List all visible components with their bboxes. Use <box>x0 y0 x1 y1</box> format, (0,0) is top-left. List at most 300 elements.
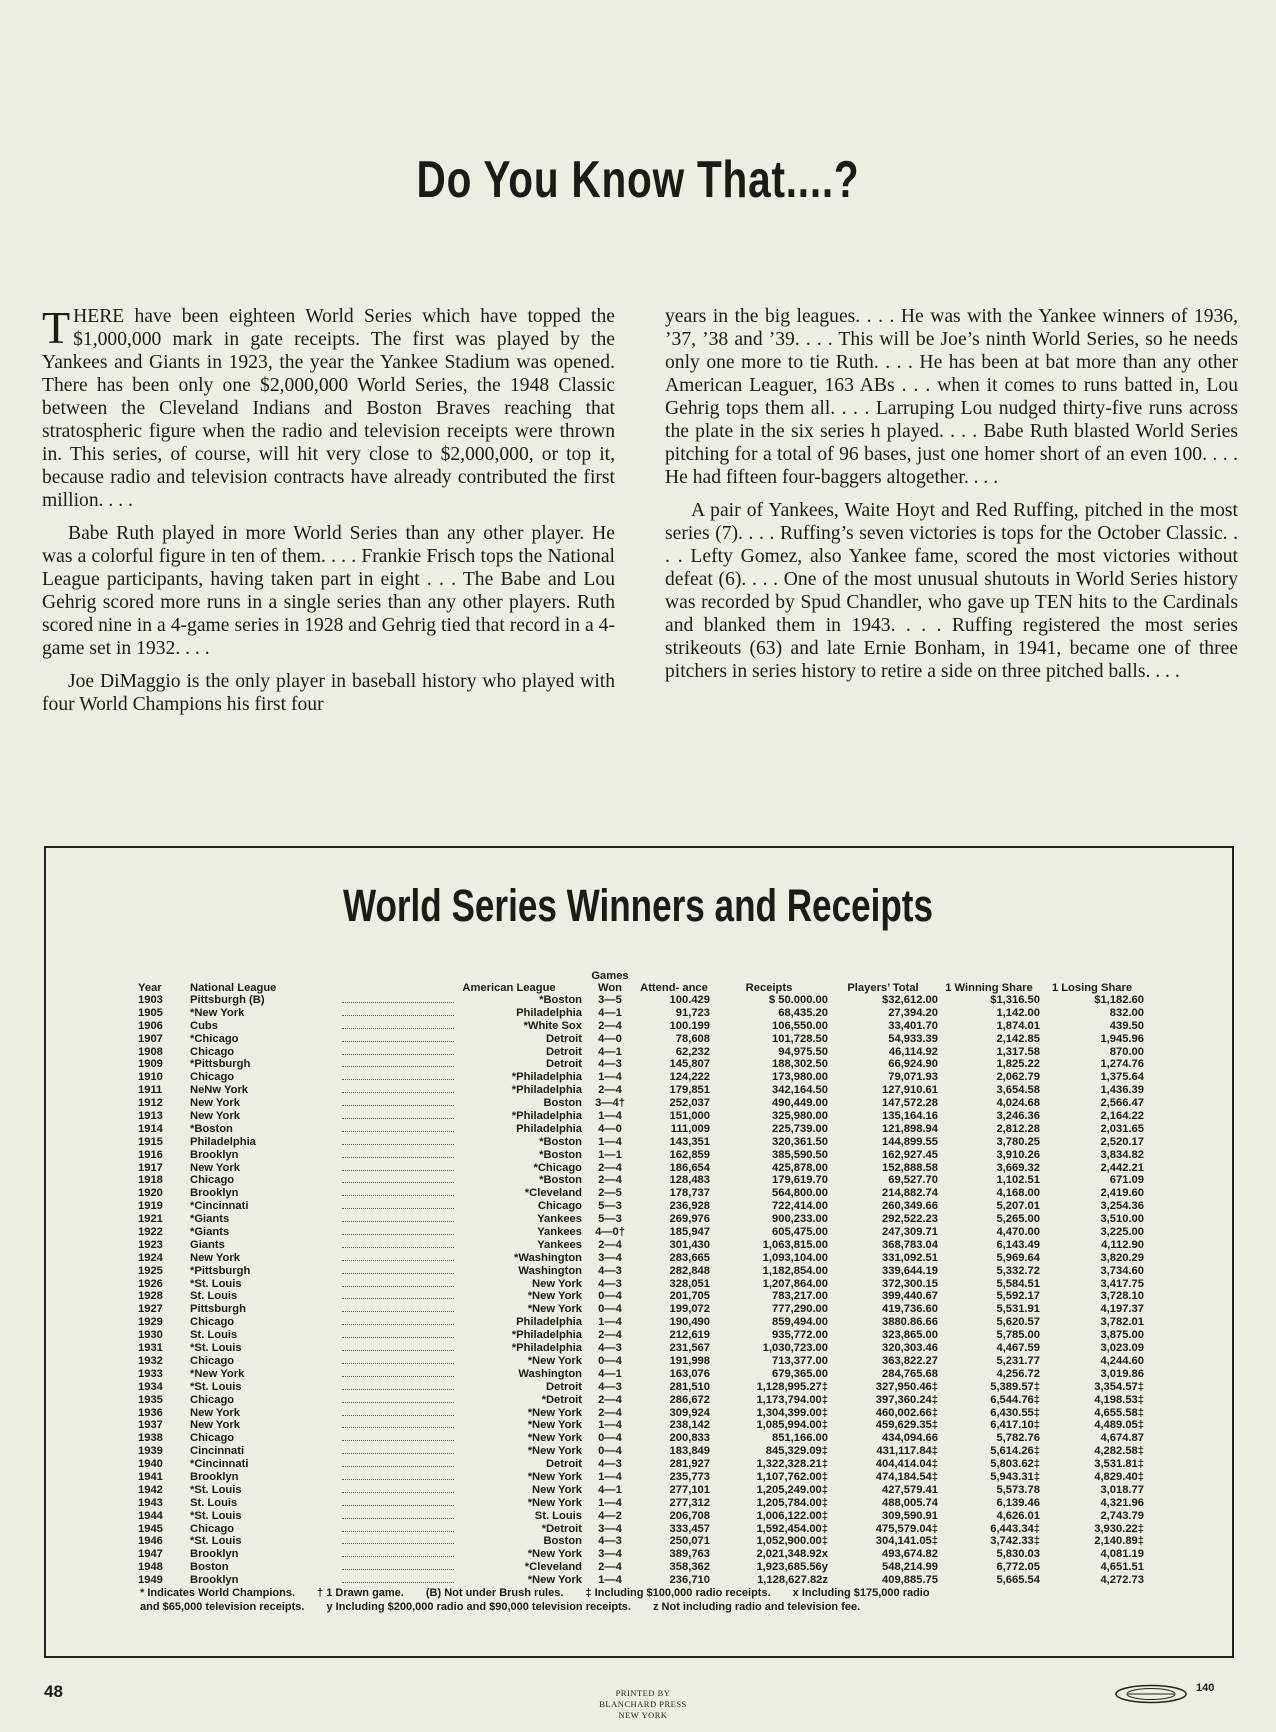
leader-dots <box>342 1071 454 1080</box>
american-league-cell: Washington <box>518 1264 582 1277</box>
games-won-cell: 2—4 <box>598 1329 622 1342</box>
games-won-cell: 4—3 <box>598 1058 622 1071</box>
receipts-cell: 1,207,864.00 <box>762 1277 828 1290</box>
year-cell: 1933 <box>138 1367 163 1380</box>
winning-share-cell: 3,910.26 <box>996 1148 1040 1161</box>
games-won-cell: 2—4 <box>598 1393 622 1406</box>
receipts-cell: 490,449.00 <box>772 1097 828 1110</box>
national-league-cell: New York <box>190 1419 240 1432</box>
winning-share-cell: 2,142.85 <box>996 1032 1040 1045</box>
winning-share-cell: 4,024.68 <box>996 1097 1040 1110</box>
year-cell: 1929 <box>138 1316 163 1329</box>
table-row <box>138 1548 1148 1561</box>
games-won-cell: 1—4 <box>598 1071 622 1084</box>
games-won-cell: 4—1 <box>598 1006 622 1019</box>
games-won-cell: 1—4 <box>598 1316 622 1329</box>
table-row <box>138 1136 1148 1149</box>
players-total-cell: 427,579.41 <box>882 1483 938 1496</box>
players-total-cell: 121,898.94 <box>882 1122 938 1135</box>
table-row <box>138 1046 1148 1059</box>
year-cell: 1926 <box>138 1277 163 1290</box>
american-league-cell: Philadelphia <box>516 1316 582 1329</box>
header-winning-share: 1 Winning Share <box>945 982 1033 994</box>
national-league-cell: *St. Louis <box>190 1509 242 1522</box>
losing-share-cell: 4,081.19 <box>1100 1548 1144 1561</box>
players-total-cell: 33,401.70 <box>888 1019 938 1032</box>
losing-share-cell: 3,417.75 <box>1100 1277 1144 1290</box>
attendance-cell: 191,998 <box>669 1354 710 1367</box>
receipts-cell: 1,107,762.00‡ <box>756 1470 828 1483</box>
leader-dots <box>342 1278 454 1287</box>
winning-share-cell: 2,062.79 <box>996 1071 1040 1084</box>
leader-dots <box>342 1355 454 1364</box>
players-total-cell: 320,303.46 <box>882 1342 938 1355</box>
national-league-cell: New York <box>190 1406 240 1419</box>
players-total-cell: 309,590.91 <box>882 1509 938 1522</box>
table-row <box>138 1239 1148 1252</box>
year-cell: 1944 <box>138 1509 163 1522</box>
games-won-cell: 4—3 <box>598 1535 622 1548</box>
table-body <box>138 994 1148 1587</box>
players-total-cell: 3880.86.66 <box>882 1316 938 1329</box>
attendance-cell: 162,859 <box>669 1148 710 1161</box>
leader-dots <box>342 1432 454 1441</box>
attendance-cell: 389,763 <box>669 1548 710 1561</box>
american-league-cell: Boston <box>543 1097 582 1110</box>
national-league-cell: Chicago <box>190 1071 235 1084</box>
national-league-cell: *New York <box>190 1367 245 1380</box>
receipts-cell: 385,590.50 <box>772 1148 828 1161</box>
receipts-cell: 935,772.00 <box>772 1329 828 1342</box>
footnote: † 1 Drawn game. <box>317 1587 404 1599</box>
american-league-cell: *Boston <box>539 994 582 1006</box>
players-total-cell: 292,522.23 <box>882 1213 938 1226</box>
year-cell: 1935 <box>138 1393 163 1406</box>
page-number: 48 <box>44 1682 63 1701</box>
table-row <box>138 1020 1148 1033</box>
receipts-cell: 713,377.00 <box>772 1354 828 1367</box>
receipts-cell: 68,435.20 <box>778 1006 828 1019</box>
american-league-cell: *New York <box>527 1574 582 1587</box>
losing-share-cell: 1,375.64 <box>1100 1071 1144 1084</box>
leader-dots <box>342 994 454 1003</box>
winning-share-cell: 5,389.57‡ <box>990 1380 1040 1393</box>
games-won-cell: 0—4 <box>598 1354 622 1367</box>
losing-share-cell: 3,875.00 <box>1100 1329 1144 1342</box>
games-won-cell: 4—0† <box>595 1226 625 1239</box>
american-league-cell: *New York <box>527 1303 582 1316</box>
table-row <box>138 1213 1148 1226</box>
leader-dots <box>342 1239 454 1248</box>
year-cell: 1903 <box>138 994 163 1006</box>
losing-share-cell: 4,489.05‡ <box>1094 1419 1144 1432</box>
losing-share-cell: 3,018.77 <box>1100 1483 1144 1496</box>
year-cell: 1930 <box>138 1329 163 1342</box>
winning-share-cell: 5,830.03 <box>996 1548 1040 1561</box>
attendance-cell: 163,076 <box>669 1367 710 1380</box>
leader-dots <box>342 1213 454 1222</box>
attendance-cell: 100.199 <box>669 1019 710 1032</box>
winning-share-cell: 5,265.00 <box>996 1213 1040 1226</box>
players-total-cell: 304,141.05‡ <box>875 1535 938 1548</box>
winning-share-cell: 5,785.00 <box>996 1329 1040 1342</box>
winning-share-cell: 4,470.00 <box>996 1226 1040 1239</box>
american-league-cell: *New York <box>527 1419 582 1432</box>
footnote: and $65,000 television receipts. <box>140 1601 305 1613</box>
leader-dots <box>342 1574 454 1583</box>
losing-share-cell: 3,354.57‡ <box>1094 1380 1144 1393</box>
header-receipts: Receipts <box>745 982 793 994</box>
header-attendance: Attend- ance <box>640 982 708 994</box>
leader-dots <box>342 1419 454 1428</box>
players-total-cell: 127,910.61 <box>882 1084 938 1097</box>
games-won-cell: 5—3 <box>598 1213 622 1226</box>
year-cell: 1917 <box>138 1161 163 1174</box>
table-row <box>138 1303 1148 1316</box>
games-won-cell: 4—1 <box>598 1367 622 1380</box>
national-league-cell: St. Louis <box>190 1496 238 1509</box>
players-total-cell: 404,414.04‡ <box>875 1458 938 1471</box>
header-losing-share: 1 Losing Share <box>1051 982 1133 994</box>
attendance-cell: 281,927 <box>669 1458 710 1471</box>
games-won-cell: 2—4 <box>598 1161 622 1174</box>
winners-table <box>138 960 1148 1587</box>
games-won-cell: 1—4 <box>598 1135 622 1148</box>
winning-share-cell: 5,782.76 <box>996 1432 1040 1445</box>
losing-share-cell: 2,442.21 <box>1100 1161 1144 1174</box>
players-total-cell: 54,933.39 <box>888 1032 938 1045</box>
american-league-cell: *Philadelphia <box>511 1342 582 1355</box>
players-total-cell: 397,360.24‡ <box>875 1393 938 1406</box>
games-won-cell: 2—4 <box>598 1084 622 1097</box>
players-total-cell: 399,440.67 <box>882 1290 938 1303</box>
table-row <box>138 1084 1148 1097</box>
american-league-cell: Washington <box>518 1367 582 1380</box>
article-paragraph: THERE have been eighteen World Series which have topped the $1,000,000 mark in gate receipts. The first was played by the Yankees and Giants in 1923, the year the Yankee Stadium was opened. There has been only one $2,000,000 World Series, the 1948 Classic between the Cleveland Indians and Boston Braves reaching that stratospheric figure when the radio and television receipts were thrown in. This series, of course, will hit very close to $2,000,000, or top it, because radio and television contracts have already contributed the first million. . . . <box>42 302 615 511</box>
american-league-cell: *Philadelphia <box>511 1110 582 1123</box>
leader-dots <box>342 1342 454 1351</box>
receipts-cell: 94,975.50 <box>778 1045 828 1058</box>
year-cell: 1942 <box>138 1483 163 1496</box>
national-league-cell: Brooklyn <box>190 1148 239 1161</box>
american-league-cell: Detroit <box>545 1032 582 1045</box>
winning-share-cell: 1,317.58 <box>996 1045 1040 1058</box>
receipts-cell: 1,592,454.00‡ <box>756 1522 828 1535</box>
year-cell: 1916 <box>138 1148 163 1161</box>
leader-dots <box>342 1136 454 1145</box>
year-cell: 1922 <box>138 1226 163 1239</box>
table-row <box>138 1471 1148 1484</box>
table-row <box>138 1523 1148 1536</box>
winning-share-cell: 2,812.28 <box>996 1122 1040 1135</box>
table-row <box>138 994 1148 1007</box>
year-cell: 1912 <box>138 1097 163 1110</box>
national-league-cell: Philadelphia <box>190 1135 256 1148</box>
table-row <box>138 1187 1148 1200</box>
leader-dots <box>342 1149 454 1158</box>
table-row <box>138 1265 1148 1278</box>
players-total-cell: 284,765.68 <box>882 1367 938 1380</box>
year-cell: 1945 <box>138 1522 163 1535</box>
leader-dots <box>342 1162 454 1171</box>
games-won-cell: 2—4 <box>598 1561 622 1574</box>
year-cell: 1920 <box>138 1187 163 1200</box>
games-won-cell: 0—4 <box>598 1290 622 1303</box>
winning-share-cell: 5,620.57 <box>996 1316 1040 1329</box>
national-league-cell: Brooklyn <box>190 1574 239 1587</box>
table-row <box>138 1458 1148 1471</box>
footnote: * Indicates World Champions. <box>140 1587 296 1599</box>
winning-share-cell: 6,443.34‡ <box>990 1522 1040 1535</box>
leader-dots <box>342 1226 454 1235</box>
receipts-cell: 722,414.00 <box>772 1200 828 1213</box>
winning-share-cell: 5,207.01 <box>996 1200 1040 1213</box>
games-won-cell: 3—4 <box>598 1522 622 1535</box>
winning-share-cell: 3,742.33‡ <box>990 1535 1040 1548</box>
winning-share-cell: 5,803.62‡ <box>990 1458 1040 1471</box>
losing-share-cell: 1,945.96 <box>1100 1032 1144 1045</box>
games-won-cell: 4—1 <box>598 1483 622 1496</box>
winning-share-cell: 5,573.78 <box>996 1483 1040 1496</box>
losing-share-cell: 2,164.22 <box>1100 1110 1144 1123</box>
leader-dots <box>342 1123 454 1132</box>
american-league-cell: Detroit <box>545 1058 582 1071</box>
receipts-cell: 605,475.00 <box>772 1226 828 1239</box>
year-cell: 1947 <box>138 1548 163 1561</box>
table-row <box>138 1110 1148 1123</box>
games-won-cell: 1—4 <box>598 1470 622 1483</box>
national-league-cell: Chicago <box>190 1174 235 1187</box>
winning-share-cell: 1,102.51 <box>996 1174 1040 1187</box>
national-league-cell: *Pittsburgh <box>190 1058 251 1071</box>
national-league-cell: *St. Louis <box>190 1277 242 1290</box>
games-won-cell: 2—4 <box>598 1238 622 1251</box>
receipts-cell: 777,290.00 <box>772 1303 828 1316</box>
losing-share-cell: 3,254.36 <box>1100 1200 1144 1213</box>
header-year: Year <box>138 982 162 994</box>
losing-share-cell: 4,655.58‡ <box>1094 1406 1144 1419</box>
attendance-cell: 235,773 <box>669 1470 710 1483</box>
american-league-cell: *Chicago <box>533 1161 582 1174</box>
header-american-league: American League <box>462 982 556 994</box>
footnote: y Including $200,000 radio and $90,000 television receipts. <box>326 1601 631 1613</box>
table-header <box>138 960 1148 994</box>
american-league-cell: *Philadelphia <box>511 1084 582 1097</box>
national-league-cell: Cubs <box>190 1019 218 1032</box>
year-cell: 1948 <box>138 1561 163 1574</box>
winning-share-cell: 4,467.59 <box>996 1342 1040 1355</box>
year-cell: 1927 <box>138 1303 163 1316</box>
national-league-cell: New York <box>190 1110 240 1123</box>
leader-dots <box>342 1084 454 1093</box>
national-league-cell: Brooklyn <box>190 1187 239 1200</box>
players-total-cell: 247,309.71 <box>882 1226 938 1239</box>
games-won-cell: 0—4 <box>598 1432 622 1445</box>
article-paragraph: A pair of Yankees, Waite Hoyt and Red Ruffing, pitched in the most series (7). . . . Ruffing’s seven victories is tops for the October Classic. . . . Lefty Gomez, also Yankee fame, scored the most victories without defeat (6). . . . One of the most unusual shutouts in World Series history was recorded by Spud Chandler, who gave up TEN hits to the Cardinals and blanked them in 1943. . . . Ruffing registered the most series strikeouts (63) and late Ernie Bonham, in 1941, became one of three pitchers in series history to retire a side on three pitched balls. . . . <box>665 500 1238 682</box>
year-cell: 1939 <box>138 1445 163 1458</box>
american-league-cell: Yankees <box>537 1226 582 1239</box>
attendance-cell: 200,833 <box>669 1432 710 1445</box>
american-league-cell: *Boston <box>539 1148 582 1161</box>
year-cell: 1906 <box>138 1019 163 1032</box>
leader-dots <box>342 1394 454 1403</box>
players-total-cell: 372,300.15 <box>882 1277 938 1290</box>
losing-share-cell: 671.09 <box>1109 1174 1144 1187</box>
year-cell: 1923 <box>138 1238 163 1251</box>
american-league-cell: Chicago <box>537 1200 582 1213</box>
leader-dots <box>342 1174 454 1183</box>
american-league-cell: *Detroit <box>541 1393 582 1406</box>
receipts-cell: 1,052,900.00‡ <box>756 1535 828 1548</box>
leader-dots <box>342 1329 454 1338</box>
american-league-cell: *Philadelphia <box>511 1071 582 1084</box>
attendance-cell: 179,851 <box>669 1084 710 1097</box>
footnote-line <box>140 1586 1150 1600</box>
losing-share-cell: 2,566.47 <box>1100 1097 1144 1110</box>
american-league-cell: St. Louis <box>534 1509 582 1522</box>
national-league-cell: *Cincinnati <box>190 1458 249 1471</box>
table-row <box>138 1561 1148 1574</box>
receipts-cell: 1,030,723.00 <box>762 1342 828 1355</box>
players-total-cell: 27,394.20 <box>888 1006 938 1019</box>
receipts-cell: 2,021,348.92x <box>756 1548 828 1561</box>
players-total-cell: 260,349.66 <box>882 1200 938 1213</box>
table-row <box>138 1381 1148 1394</box>
national-league-cell: *Giants <box>190 1213 230 1226</box>
leader-dots <box>342 1046 454 1055</box>
year-cell: 1928 <box>138 1290 163 1303</box>
losing-share-cell: 3,734.60 <box>1100 1264 1144 1277</box>
table-row <box>138 1419 1148 1432</box>
attendance-cell: 151,000 <box>669 1110 710 1123</box>
receipts-cell: 342,164.50 <box>772 1084 828 1097</box>
winning-share-cell: 5,614.26‡ <box>990 1445 1040 1458</box>
national-league-cell: *Cincinnati <box>190 1200 249 1213</box>
attendance-cell: 358,362 <box>669 1561 710 1574</box>
footnote-line <box>140 1600 1150 1614</box>
leader-dots <box>342 1110 454 1119</box>
american-league-cell: *New York <box>527 1445 582 1458</box>
leader-dots <box>342 1535 454 1544</box>
receipts-cell: 859,494.00 <box>772 1316 828 1329</box>
attendance-cell: 283,665 <box>669 1251 710 1264</box>
table-row <box>138 1342 1148 1355</box>
year-cell: 1914 <box>138 1122 163 1135</box>
attendance-cell: 252,037 <box>669 1097 710 1110</box>
losing-share-cell: 2,140.89‡ <box>1094 1535 1144 1548</box>
leader-dots <box>342 1368 454 1377</box>
games-won-cell: 4—0 <box>598 1032 622 1045</box>
losing-share-cell: 3,023.09 <box>1100 1342 1144 1355</box>
games-won-cell: 3—5 <box>598 994 622 1006</box>
players-total-cell: 488,005.74 <box>882 1496 938 1509</box>
leader-dots <box>342 1548 454 1557</box>
leader-dots <box>342 1458 454 1467</box>
attendance-cell: 111,009 <box>670 1122 710 1135</box>
games-won-cell: 4—2 <box>598 1509 622 1522</box>
players-total-cell: 162,927.45 <box>882 1148 938 1161</box>
year-cell: 1905 <box>138 1006 163 1019</box>
leader-dots <box>342 1303 454 1312</box>
receipts-cell: 106,550.00 <box>772 1019 828 1032</box>
national-league-cell: *Chicago <box>190 1032 239 1045</box>
games-won-cell: 4—3 <box>598 1342 622 1355</box>
attendance-cell: 333,457 <box>669 1522 710 1535</box>
receipts-cell: 1,128,995.27‡ <box>756 1380 828 1393</box>
receipts-cell: 1,093,104.00 <box>762 1251 828 1264</box>
players-total-cell: 144,899.55 <box>882 1135 938 1148</box>
players-total-cell: $32,612.00 <box>882 994 938 1006</box>
losing-share-cell: 4,198.53‡ <box>1094 1393 1144 1406</box>
attendance-cell: 190,490 <box>669 1316 710 1329</box>
players-total-cell: 474,184.54‡ <box>875 1470 938 1483</box>
american-league-cell: *Cleveland <box>524 1187 582 1200</box>
winning-share-cell: 5,592.17 <box>996 1290 1040 1303</box>
table-row <box>138 1278 1148 1291</box>
table-row <box>138 1329 1148 1342</box>
american-league-cell: *Cleveland <box>524 1561 582 1574</box>
table-row <box>138 1407 1148 1420</box>
winning-share-cell: 3,654.58 <box>996 1084 1040 1097</box>
leader-dots <box>342 1265 454 1274</box>
games-won-cell: 1—4 <box>598 1496 622 1509</box>
receipts-cell: 1,182,854.00 <box>762 1264 828 1277</box>
attendance-cell: 178,737 <box>669 1187 710 1200</box>
receipts-cell: 188,302.50 <box>772 1058 828 1071</box>
receipts-cell: 173,980.00 <box>772 1071 828 1084</box>
games-won-cell: 1—4 <box>598 1574 622 1587</box>
leader-dots <box>342 1561 454 1570</box>
national-league-cell: New York <box>190 1251 240 1264</box>
table-row <box>138 1149 1148 1162</box>
winning-share-cell: $1,316.50 <box>990 994 1040 1006</box>
leader-dots <box>342 1290 454 1299</box>
table-row <box>138 1316 1148 1329</box>
attendance-cell: 128,483 <box>669 1174 710 1187</box>
year-cell: 1946 <box>138 1535 163 1548</box>
losing-share-cell: 2,031.65 <box>1100 1122 1144 1135</box>
receipts-cell: 325,980.00 <box>772 1110 828 1123</box>
receipts-cell: 900,233.00 <box>772 1213 828 1226</box>
players-total-cell: 368,783.04 <box>882 1238 938 1251</box>
national-league-cell: Brooklyn <box>190 1548 239 1561</box>
leader-dots <box>342 1033 454 1042</box>
winning-share-cell: 6,544.76‡ <box>990 1393 1040 1406</box>
receipts-cell: 1,322,328.21‡ <box>756 1458 828 1471</box>
attendance-cell: 269,976 <box>669 1213 710 1226</box>
losing-share-cell: 2,743.79 <box>1100 1509 1144 1522</box>
attendance-cell: 143,351 <box>669 1135 710 1148</box>
year-cell: 1949 <box>138 1574 163 1587</box>
american-league-cell: *New York <box>527 1496 582 1509</box>
winning-share-cell: 6,139.46 <box>996 1496 1040 1509</box>
attendance-cell: 277,312 <box>669 1496 710 1509</box>
leader-dots <box>342 1316 454 1325</box>
players-total-cell: 69,527.70 <box>888 1174 938 1187</box>
games-won-cell: 4—3 <box>598 1380 622 1393</box>
receipts-cell: 1,085,994.00‡ <box>756 1419 828 1432</box>
losing-share-cell: 4,674.87 <box>1100 1432 1144 1445</box>
games-won-cell: 0—4 <box>598 1303 622 1316</box>
national-league-cell: Pittsburgh <box>190 1303 246 1316</box>
national-league-cell: *St. Louis <box>190 1483 242 1496</box>
national-league-cell: Giants <box>190 1238 225 1251</box>
table-row <box>138 1497 1148 1510</box>
table-row <box>138 1394 1148 1407</box>
national-league-cell: Chicago <box>190 1393 235 1406</box>
leader-dots <box>342 1523 454 1532</box>
players-total-cell: 548,214.99 <box>882 1561 938 1574</box>
